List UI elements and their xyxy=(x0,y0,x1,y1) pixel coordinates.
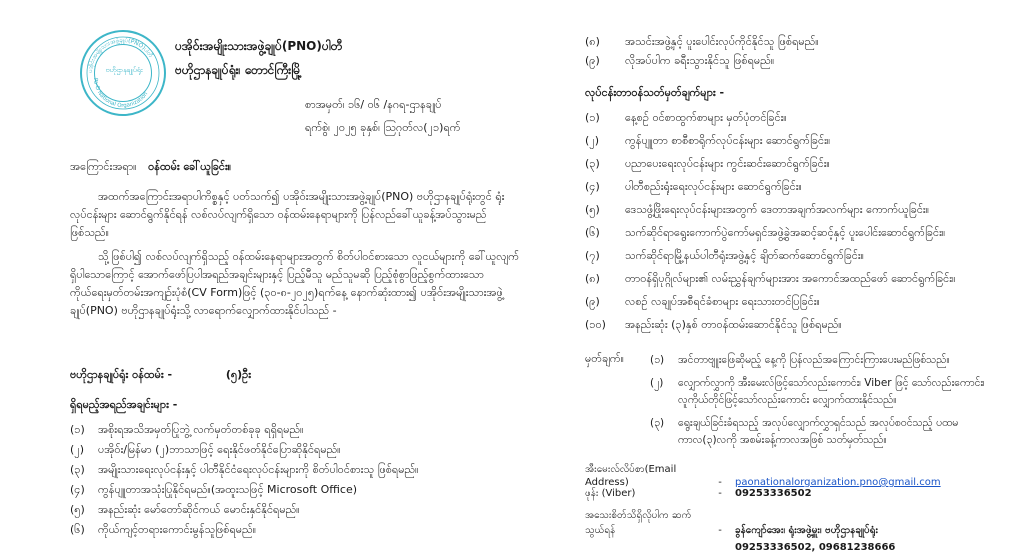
item-number: (၁) xyxy=(585,111,600,124)
seal-ring-text: ပအိုဝ်းအမျိုးသားအဖွဲ့ချုပ်(PNO)ပါတီ xyxy=(86,36,155,74)
body-paragraph: အထက်အကြောင်းအရာပါကိစ္စနှင့် ပတ်သက်၍ ပအိုဝ်းအမျိုးသားအဖွဲ့ချုပ်(PNO) ဗဟိုဌာနချုပ်ရုံးတွင် ရုံးလုပ်ငန်းများ ဆောင်ရွက်နိုင်ရန် လစ်လပ်လျက်ရှိသော ဝန်ထမ်းနေရာများကို ပြန်လည်ခေါ်ယူခန့်အပ်သွားမည် ဖြစ်သည်။ xyxy=(70,190,505,239)
item-number: (၈) xyxy=(585,35,600,48)
list-item xyxy=(70,500,520,520)
list-item xyxy=(650,415,995,449)
list-item xyxy=(585,51,1005,70)
requirements-continued-list xyxy=(585,32,1005,70)
list-item xyxy=(650,375,995,409)
subject-line xyxy=(70,160,231,176)
reference-number: စာအမှတ်၊ ၁၆/ ၀၆ /နဂရ-ဌာနချုပ် xyxy=(305,98,442,111)
contact-email-row xyxy=(585,462,941,488)
contact-dash: - xyxy=(718,477,722,488)
position-count: (၅)ဦး xyxy=(225,368,252,381)
item-number: (၃) xyxy=(650,417,665,429)
notes-label: မှတ်ချက်။ xyxy=(585,352,625,365)
list-item xyxy=(585,246,1005,265)
item-number: (၅) xyxy=(585,203,600,216)
list-item xyxy=(585,32,1005,51)
position-line xyxy=(70,368,251,384)
item-number: (၂) xyxy=(650,377,664,389)
item-number: (၇) xyxy=(585,249,600,262)
org-name: ပအိုဝ်းအမျိုးသားအဖွဲ့ချုပ်(PNO)ပါတီ xyxy=(175,39,343,53)
contact-label: အသေးစိတ်သိရှိလိုပါက ဆက်သွယ်ရန် xyxy=(585,510,692,536)
contact-label: ဖုန်း (Viber) xyxy=(585,488,636,499)
subject-text: ဝန်ထမ်း ခေါ်ယူခြင်း။ xyxy=(148,160,232,173)
item-text: အစိုးရအသိအမှတ်ပြုဘွဲ့ လက်မှတ်တစ်ခုခု ရရှိရမည်။ xyxy=(98,423,304,436)
item-text: အနည်းဆုံး (၃)နှစ် တာဝန်ထမ်းဆောင်နိုင်သူ ဖြစ်ရမည်။ xyxy=(625,318,842,331)
seal-bottom-text: Pa-O National Organization xyxy=(91,77,150,110)
item-text: သက်ဆိုင်ရာရွေးကောက်ပွဲကော်မရှင်အဖွဲ့ခွဲအဆင့်ဆင့်နှင့် ပူးပေါင်းဆောင်ရွက်ခြင်း။ xyxy=(625,226,946,239)
item-text: ဒေသဖွံ့ဖြိုးရေးလုပ်ငန်းများအတွက် ဒေတာအချက်အလက်များ ကောက်ယူခြင်း။ xyxy=(625,203,930,216)
list-item xyxy=(585,292,1005,311)
item-number: (၁) xyxy=(70,423,85,436)
organization-seal xyxy=(80,30,166,116)
item-text: အင်တာဗျူးဖြေဆိုမည့် နေ့ကို ပြန်လည်အကြောင်းကြားပေးမည်ဖြစ်သည်။ xyxy=(678,354,950,366)
item-text: နေ့စဉ် ဝင်စာထွက်စာများ မှတ်ပုံတင်ခြင်း။ xyxy=(625,111,787,124)
contact-person-row xyxy=(585,508,895,553)
office-name: ဗဟိုဌာနချုပ်ရုံး၊ တောင်ကြီးမြို့ xyxy=(175,63,302,77)
item-text: ပါတီစည်းရုံးရေးလုပ်ငန်းများ ဆောင်ရွက်ခြင်း။ xyxy=(625,180,802,193)
list-item xyxy=(70,460,520,480)
item-number: (၁) xyxy=(650,354,665,366)
item-number: (၉) xyxy=(585,54,600,67)
list-item xyxy=(70,520,520,540)
item-number: (၉) xyxy=(585,295,600,308)
item-number: (၆) xyxy=(70,523,85,536)
item-text: တာဝန်ရှိပုဂ္ဂိုလ်များ၏ လမ်းညွှန်ချက်များအား အကောင်အထည်ဖော် ဆောင်ရွက်ခြင်း။ xyxy=(625,272,956,285)
item-text: ရွေးချယ်ခြင်းခံရသည့် အလုပ်လျှောက်လွှာရှင်သည် အလုပ်စဝင်သည့် ပထမကာလ(၃)လကို အစမ်းခန့်ကာလအဖြစ် သတ်မှတ်သည်။ xyxy=(678,417,959,446)
contact-person-phones: 09253336502, 09681238666 xyxy=(735,542,896,553)
seal-center-text: ဗဟိုဌာနချုပ်ရုံး xyxy=(105,66,143,74)
item-number: (၈) xyxy=(585,272,600,285)
item-text: အမျိုးသားရေးလုပ်ငန်းနှင့် ပါတီနိုင်ငံရေးလုပ်ငန်းများကို စိတ်ပါဝင်စားသူ ဖြစ်ရမည်။ xyxy=(98,463,419,476)
item-text: လစဉ် လချုပ်အစီရင်ခံစာများ ရေးသားတင်ပြခြင်း။ xyxy=(625,295,820,308)
item-number: (၆) xyxy=(585,226,600,239)
contact-phone-row xyxy=(585,486,812,501)
list-item xyxy=(70,440,520,460)
contact-person: ခွန်ကျော်အေး၊ ရုံးအဖွဲ့မှူး၊ ဗဟိုဌာနချုပ်ရုံး xyxy=(735,525,878,536)
duties-list xyxy=(585,108,1005,338)
item-text: လိုအပ်ပါက ခရီးသွားနိုင်သူ ဖြစ်ရမည်။ xyxy=(625,54,775,67)
body-paragraph: သို့ဖြစ်ပါ၍ လစ်လပ်လျက်ရှိသည့် ဝန်ထမ်းနေရာများအတွက် စိတ်ပါဝင်စားသော လူငယ်များကို ခေါ်ယူလျက်ရှိပါသောကြောင့် အောက်ဖော်ပြပါအရည်အချင်းများနှင့် ပြည့်မီသူ မည်သူမဆို ပြည့်စုံစွာဖြည့်စွက်ထားသော ကိုယ်ရေးမှတ်တမ်းအကျဉ်းပုံစံ(CV Form)ဖြင့် (၃၀-၈-၂၀၂၅)ရက်နေ့ နောက်ဆုံးထား၍ ပအိုဝ်းအမျိုးသားအဖွဲ့ချုပ်(PNO) ဗဟိုဌာနချုပ်ရုံးသို့ လာရောက်လျှောက်ထားနိုင်ပါသည် - xyxy=(70,250,520,317)
item-text: ပညာပေးရေးလုပ်ငန်းများ ကွင်းဆင်းဆောင်ရွက်ခြင်း။ xyxy=(625,157,830,170)
contact-label: အီးမေးလ်လိပ်စာ(Email Address) xyxy=(585,464,677,488)
item-number: (၄) xyxy=(70,483,85,496)
list-item xyxy=(585,315,1005,334)
item-text: လျှောက်လွှာကို အီးမေးလ်ဖြင့်သော်လည်းကောင်း၊ Viber ဖြင့် သော်လည်းကောင်း၊ လူကိုယ်တိုင်ဖြင့်သော်လည်းကောင်း လျှောက်ထားနိုင်သည်။ xyxy=(678,377,985,406)
item-text: ကိုယ်ကျင့်တရားကောင်းမွန်သူဖြစ်ရမည်။ xyxy=(98,523,257,536)
contact-dash: - xyxy=(718,488,722,499)
contact-dash: - xyxy=(718,525,722,536)
requirements-list xyxy=(70,420,520,540)
duties-title: လုပ်ငန်းတာဝန်သတ်မှတ်ချက်များ - xyxy=(585,86,725,99)
item-number: (၁၀) xyxy=(585,318,606,331)
item-text: အသင်းအဖွဲ့နှင့် ပူးပေါင်းလုပ်ကိုင်နိုင်သူ ဖြစ်ရမည်။ xyxy=(625,35,819,48)
item-number: (၃) xyxy=(70,463,85,476)
item-number: (၃) xyxy=(585,157,600,170)
item-number: (၂) xyxy=(585,134,599,147)
item-number: (၂) xyxy=(70,443,84,456)
position-label: ဗဟိုဌာနချုပ်ရုံး ဝန်ထမ်း - xyxy=(70,368,173,381)
list-item xyxy=(585,177,1005,196)
email-link[interactable]: paonationalorganization.pno@gmail.com xyxy=(735,477,941,488)
item-text: သက်ဆိုင်ရာမြို့နယ်ပါတီရုံးအဖွဲ့နှင့် ချိတ်ဆက်ဆောင်ရွက်ခြင်း။ xyxy=(625,249,865,262)
item-number: (၄) xyxy=(585,180,600,193)
item-text: ပအိုဝ်း/မြန်မာ (၂)ဘာသာဖြင့် ရေးနိုင်ဖတ်နိုင်ပြောဆိုနိုင်ရမည်။ xyxy=(98,443,341,456)
item-number: (၅) xyxy=(70,503,85,516)
item-text: ကွန်ပျူတာအသုံးပြုနိုင်ရမည်။(အထူးသဖြင့် Microsoft Office) xyxy=(98,483,358,496)
list-item xyxy=(585,131,1005,150)
item-text: အနည်းဆုံး မော်တော်ဆိုင်ကယ် မောင်းနှင်နိုင်ရမည်။ xyxy=(98,503,300,516)
list-item xyxy=(585,108,1005,127)
letter-date: ရက်စွဲ၊ ၂၀၂၅ ခုနှစ်၊ ဩဂုတ်လ(၂၁)ရက် xyxy=(305,121,461,134)
notes-list xyxy=(650,352,995,455)
item-text: ကွန်ပျူတာ စာစီစာရိုက်လုပ်ငန်းများ ဆောင်ရွက်ခြင်း။ xyxy=(625,134,831,147)
list-item xyxy=(70,420,520,440)
requirements-title: ရှိရမည့်အရည်အချင်းများ - xyxy=(70,398,178,411)
list-item xyxy=(585,200,1005,219)
list-item xyxy=(650,352,995,369)
phone-number: 09253336502 xyxy=(735,488,812,499)
list-item xyxy=(585,223,1005,242)
list-item xyxy=(70,480,520,500)
list-item xyxy=(585,154,1005,173)
subject-label: အကြောင်းအရာ။ xyxy=(70,160,137,173)
list-item xyxy=(585,269,1005,288)
